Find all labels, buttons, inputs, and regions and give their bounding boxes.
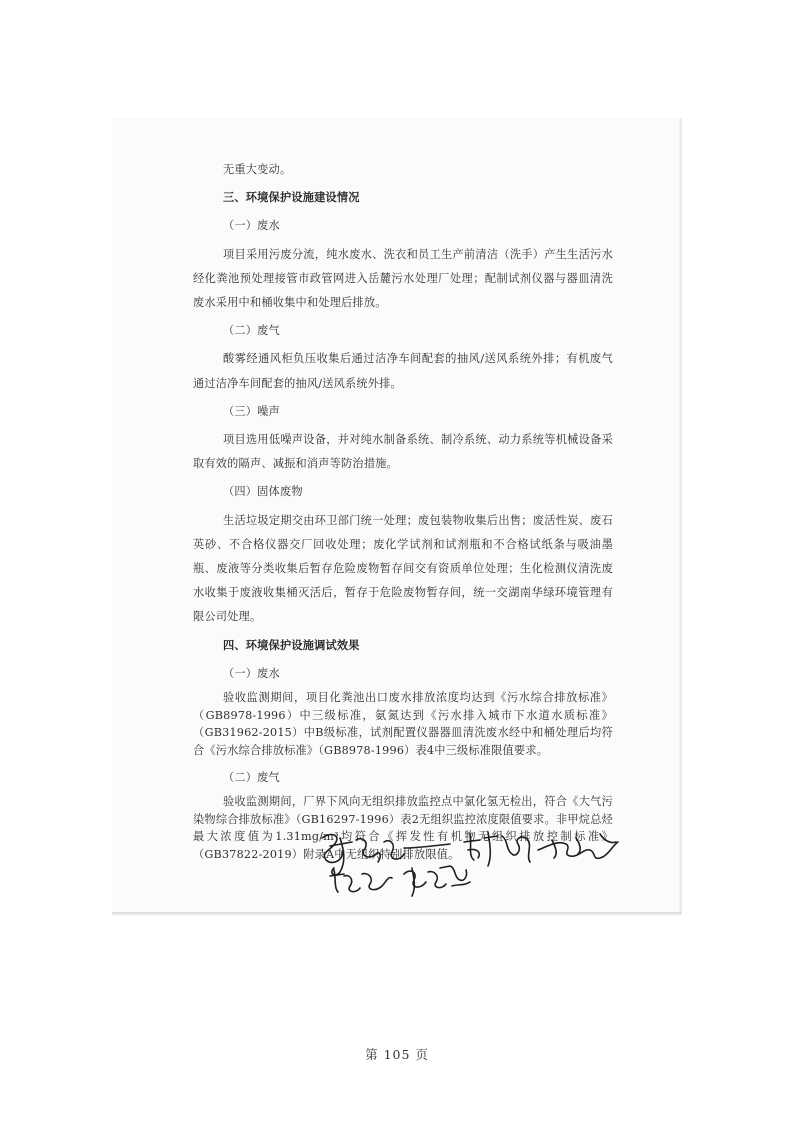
paragraph: 项目选用低噪声设备，并对纯水制备系统、制冷系统、动力系统等机械设备采取有效的隔声、减振和消声等防治措施。 [193,433,613,471]
signature-stroke [322,835,342,863]
paragraph: 验收监测期间，项目化粪池出口废水排放浓度均达到《污水综合排放标准》（GB8978-1996）中三级标准，氨氮达到《污水排入城市下水道水质标准》（GB31962-2015）中B级标准，试剂配置仪器器皿清洗废水经中和桶处理后均符合《污水综合排放标准》（GB8978-1996）表4中三级标准限值要求。 [193,691,613,757]
section-heading: 四、环境保护设施调试效果 [223,638,360,652]
signature-stroke [356,839,380,862]
signature-stroke [404,868,426,896]
signature-stroke [502,836,530,862]
body-line: 无重大变动。 [223,163,292,176]
signature-stroke [362,874,392,890]
paragraph: 验收监测期间，厂界下风向无组织排放监控点中氯化氢无检出，符合《大气污染物综合排放标准》（GB16297-1996）表2无组织监控浓度限值要求。非甲烷总烃最大浓度值为1.31mg/m³均符合《挥发性有机物无组织排放控制标准》（GB37822-2019）附录A中无组织特别排放限值。 [193,795,613,861]
subsection-heading: （二）废气 [223,324,280,338]
subsection-heading: （一）废水 [223,666,280,680]
subsection-heading: （二）废气 [223,771,280,785]
signature-stroke [452,882,470,886]
signature-stroke [484,832,498,866]
subsection-heading: （四）固体废物 [223,485,303,499]
paragraph: 酸雾经通风柜负压收集后通过洁净车间配套的抽风/送风系统外排；有机废气通过洁净车间配套的抽风/送风系统外排。 [193,352,613,390]
paragraph: 项目采用污废分流，纯水废水、洗衣和员工生产前清洁（洗手）产生生活污水经化粪池预处理接管市政管网进入岳麓污水处理厂处理；配制试剂仪器与器皿清洗废水采用中和桶收集中和处理后排放。 [193,247,613,310]
section-heading: 三、环境保护设施建设情况 [223,191,360,205]
handwritten-signatures [300,820,630,900]
page-number: 第 105 页 [365,1047,429,1062]
scan-edge-right [679,118,682,915]
signature-stroke [538,842,618,858]
subsection-heading: （一）废水 [223,219,280,233]
signature-graphic [300,820,630,900]
signature-stroke [330,870,360,892]
subsection-heading: （三）噪声 [223,404,280,418]
signature-stroke [384,841,404,859]
paragraph: 生活垃圾定期交由环卫部门统一处理；废包装物收集后出售；废活性炭、废石英砂、不合格仪器交厂回收处理；废化学试剂和试剂瓶和不合格试纸条与吸油墨瓶、废液等分类收集后暂存危险废物暂存间交有资质单位处理；生化检测仪清洗废水收集于废液收集桶灭活后，暂存于危险废物暂存间，统一交湖南华绿环境管理有限公司处理。 [193,513,613,624]
document-body [193,158,613,866]
scan-edge-bottom [112,912,682,915]
signature-stroke [404,844,450,848]
signature-stroke [464,834,480,860]
